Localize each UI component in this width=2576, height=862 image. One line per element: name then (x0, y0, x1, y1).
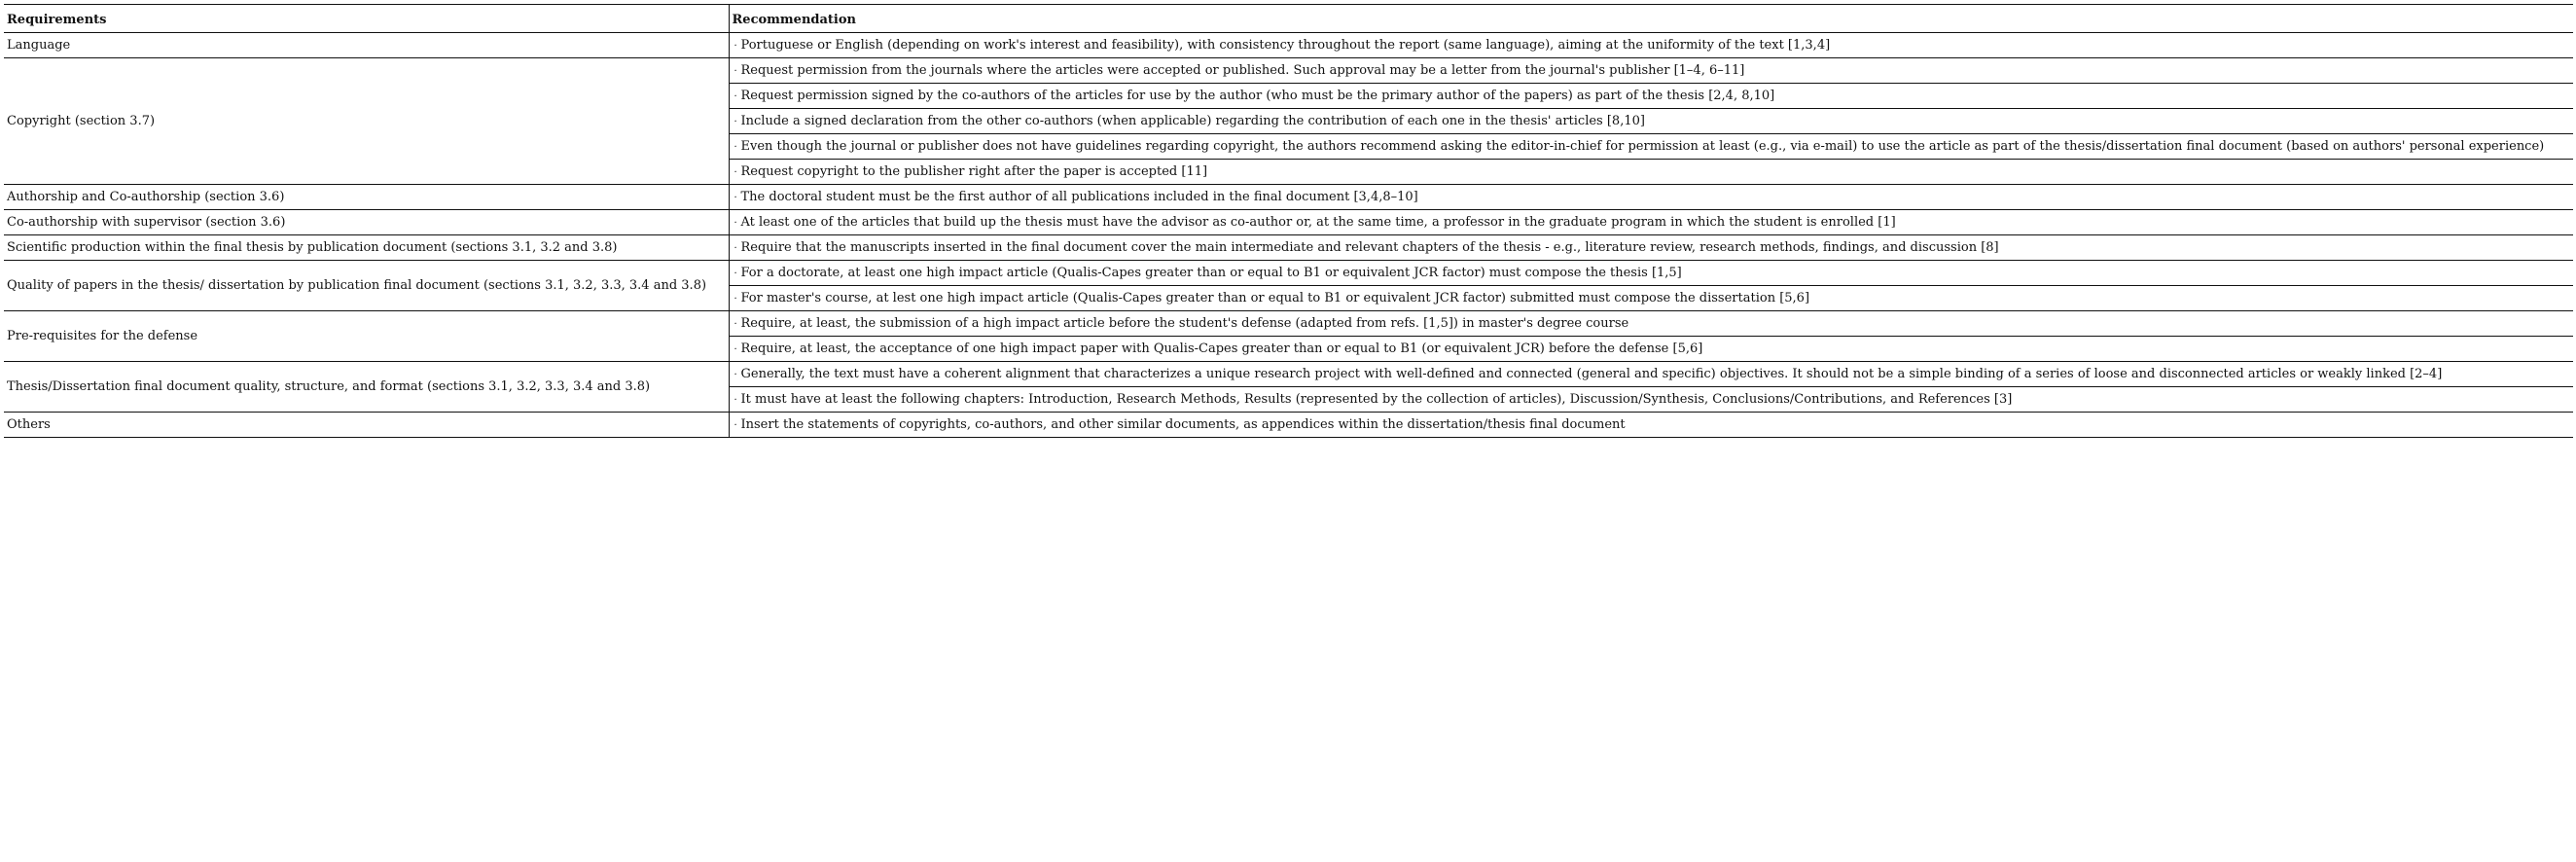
table-row (4, 58, 2573, 185)
recommendation-item (730, 311, 2574, 336)
recommendation-text: At least one of the articles that build up the thesis must have the advisor as co-author or, at the same time, a professor in the graduate program in which the student is enrolled [1] (740, 215, 1896, 230)
recommendation-cell (729, 235, 2573, 261)
recommendation-text: Request permission from the journals where the articles were accepted or published. Such approval may be a letter from the journal's publisher [1–4, 6–11] (740, 63, 1745, 78)
recommendation-text: For a doctorate, at least one high impact article (Qualis-Capes greater than or equal to B1 or equivalent JCR factor) must compose the thesis [1,5] (740, 266, 1682, 280)
requirement-cell: Pre-requisites for the defense (4, 311, 729, 362)
bullet-icon: · (733, 370, 737, 380)
recommendation-text: The doctoral student must be the first author of all publications included in the final document [3,4,8–10] (740, 190, 1418, 204)
requirement-cell: Scientific production within the final thesis by publication document (sections 3.1, 3.2 and 3.8) (4, 235, 729, 261)
bullet-icon: · (733, 319, 737, 330)
recommendation-item (730, 159, 2574, 184)
bullet-icon: · (733, 395, 737, 406)
bullet-icon: · (733, 142, 737, 153)
table-row (4, 185, 2573, 210)
requirement-cell: Thesis/Dissertation final document quality, structure, and format (sections 3.1, 3.2, 3.3, 3.4 and 3.8) (4, 362, 729, 413)
bullet-icon: · (733, 167, 737, 178)
recommendation-text: Request copyright to the publisher right after the paper is accepted [11] (740, 164, 1208, 179)
bullet-icon: · (733, 243, 737, 254)
bullet-icon: · (733, 218, 737, 229)
recommendation-cell (729, 413, 2573, 438)
recommendation-cell (729, 362, 2573, 413)
table-row (4, 235, 2573, 261)
header-requirements: Requirements (4, 5, 729, 33)
recommendation-text: Require that the manuscripts inserted in the final document cover the main intermediate and relevant chapters of the thesis - e.g., literature review, research methods, findings, and discussion [8] (740, 240, 1999, 255)
recommendation-item (730, 33, 2574, 57)
recommendation-item (730, 386, 2574, 412)
table-row (4, 210, 2573, 235)
requirements-table (4, 4, 2573, 438)
recommendation-item (730, 235, 2574, 260)
recommendation-cell (729, 185, 2573, 210)
recommendation-item (730, 285, 2574, 310)
recommendation-cell (729, 33, 2573, 58)
recommendation-text: Request permission signed by the co-authors of the articles for use by the author (who must be the primary author of the papers) as part of the thesis [2,4, 8,10] (740, 89, 1775, 103)
recommendation-item (730, 261, 2574, 285)
bullet-icon: · (733, 193, 737, 203)
table-row (4, 33, 2573, 58)
bullet-icon: · (733, 41, 737, 52)
recommendation-text: Portuguese or English (depending on work's interest and feasibility), with consistency throughout the report (same language), aiming at the uniformity of the text [1,3,4] (740, 38, 1831, 53)
recommendation-item (730, 185, 2574, 209)
recommendation-cell (729, 261, 2573, 311)
table-header-row (4, 5, 2573, 33)
table-row (4, 362, 2573, 413)
requirements-table-container (4, 4, 2573, 438)
bullet-icon: · (733, 91, 737, 102)
recommendation-cell (729, 210, 2573, 235)
recommendation-item (730, 362, 2574, 386)
bullet-icon: · (733, 66, 737, 77)
recommendation-item (730, 133, 2574, 159)
table-body (4, 33, 2573, 438)
bullet-icon: · (733, 294, 737, 305)
bullet-icon: · (733, 117, 737, 127)
recommendation-text: For master's course, at lest one high impact article (Qualis-Capes greater than or equal to B1 or equivalent JCR factor) submitted must compose the dissertation [5,6] (740, 291, 1810, 305)
recommendation-item (730, 58, 2574, 83)
requirement-cell: Copyright (section 3.7) (4, 58, 729, 185)
recommendation-cell (729, 58, 2573, 185)
recommendation-item (730, 108, 2574, 133)
recommendation-text: Require, at least, the submission of a high impact article before the student's defense (adapted from refs. [1,5]) in master's degree course (740, 316, 1629, 331)
recommendation-text: Require, at least, the acceptance of one high impact paper with Qualis-Capes greater than or equal to B1 (or equivalent JCR) before the defense [5,6] (740, 341, 1703, 356)
bullet-icon: · (733, 269, 737, 279)
requirement-cell: Language (4, 33, 729, 58)
recommendation-item (730, 336, 2574, 361)
recommendation-text: It must have at least the following chapters: Introduction, Research Methods, Results (represented by the collection of articles), Discussion/Synthesis, Conclusions/Contributions, and References [3] (740, 392, 2013, 407)
recommendation-item (730, 210, 2574, 234)
requirement-cell: Quality of papers in the thesis/ dissertation by publication final document (sections 3.1, 3.2, 3.3, 3.4 and 3.8) (4, 261, 729, 311)
recommendation-text: Even though the journal or publisher does not have guidelines regarding copyright, the authors recommend asking the editor-in-chief for permission at least (e.g., via e-mail) to use the article as part of the thesis/dissertation final document (based on authors' personal experience) (740, 139, 2545, 154)
requirement-cell: Co-authorship with supervisor (section 3.6) (4, 210, 729, 235)
table-row (4, 311, 2573, 362)
recommendation-cell (729, 311, 2573, 362)
bullet-icon: · (733, 420, 737, 431)
recommendation-item (730, 83, 2574, 108)
table-row (4, 261, 2573, 311)
recommendation-text: Generally, the text must have a coherent alignment that characterizes a unique research project with well-defined and connected (general and specific) objectives. It should not be a simple binding of a series of loose and disconnected articles or weakly linked [2–4] (740, 367, 2443, 381)
bullet-icon: · (733, 344, 737, 355)
header-recommendation: Recommendation (729, 5, 2573, 33)
table-row (4, 413, 2573, 438)
requirement-cell: Others (4, 413, 729, 438)
recommendation-text: Include a signed declaration from the other co-authors (when applicable) regarding the contribution of each one in the thesis' articles [8,10] (740, 114, 1645, 128)
recommendation-item (730, 413, 2574, 437)
requirement-cell: Authorship and Co-authorship (section 3.6) (4, 185, 729, 210)
recommendation-text: Insert the statements of copyrights, co-authors, and other similar documents, as appendices within the dissertation/thesis final document (740, 417, 1626, 432)
